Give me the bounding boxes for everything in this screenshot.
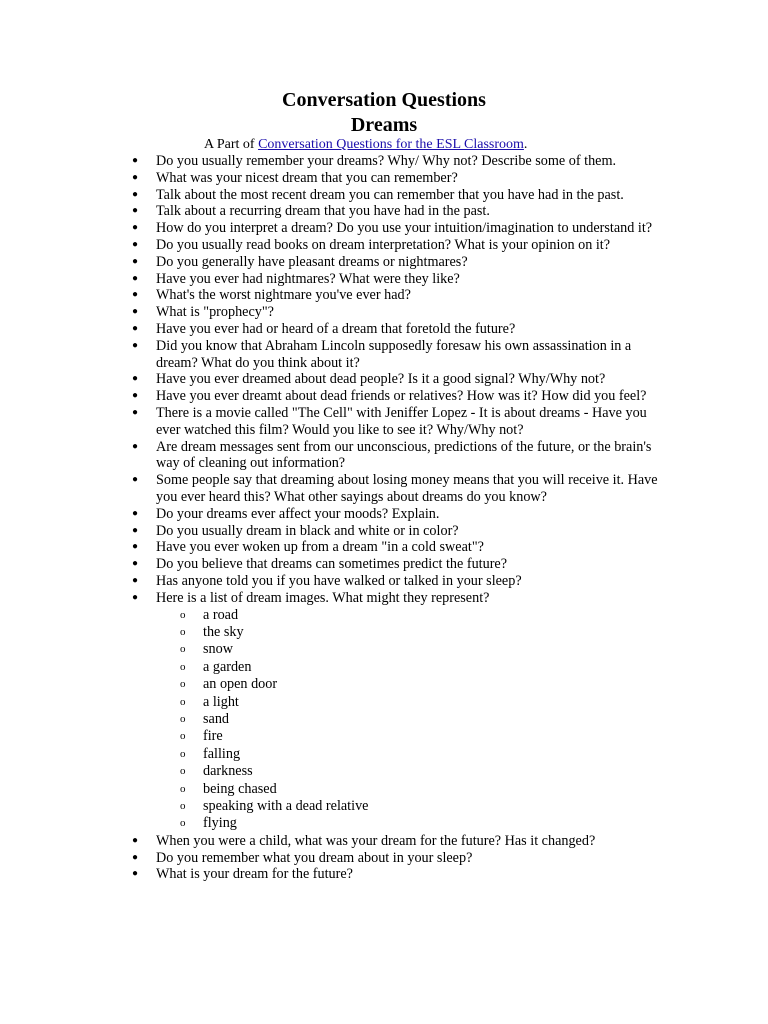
question-item xyxy=(0,338,666,372)
question-item xyxy=(0,220,666,237)
question-text: Do your dreams ever affect your moods? Explain. xyxy=(156,505,440,522)
bullet-icon: ● xyxy=(132,591,139,603)
question-item xyxy=(0,439,666,473)
dream-image-list xyxy=(156,607,666,833)
dream-image-item xyxy=(156,624,666,641)
question-text: Do you remember what you dream about in your sleep? xyxy=(156,849,473,866)
circle-bullet-icon: o xyxy=(180,643,186,656)
bullet-icon: ● xyxy=(132,222,139,234)
circle-bullet-icon: o xyxy=(180,765,186,778)
circle-bullet-icon: o xyxy=(180,782,186,795)
dream-image-text: flying xyxy=(203,815,237,832)
dream-image-text: speaking with a dead relative xyxy=(203,797,369,814)
bullet-icon: ● xyxy=(132,171,139,183)
circle-bullet-icon: o xyxy=(180,730,186,743)
bullet-icon: ● xyxy=(132,406,139,418)
dream-image-text: sand xyxy=(203,710,230,727)
bullet-icon: ● xyxy=(132,507,139,519)
dream-image-text: a garden xyxy=(203,658,252,675)
question-item xyxy=(0,153,666,170)
question-text: Here is a list of dream images. What might they represent? xyxy=(156,589,490,606)
question-item xyxy=(0,321,666,338)
question-text: Have you ever woken up from a dream "in a cold sweat"? xyxy=(156,539,484,556)
circle-bullet-icon: o xyxy=(180,695,186,708)
question-text: Are dream messages sent from our unconscious, predictions of the future, or the brain's way of cleaning out information? xyxy=(156,438,652,472)
question-text: What was your nicest dream that you can remember? xyxy=(156,169,458,186)
bullet-icon: ● xyxy=(132,390,139,402)
intro-line xyxy=(204,136,527,153)
dream-image-text: the sky xyxy=(203,623,244,640)
bullet-icon: ● xyxy=(132,373,139,385)
bullet-icon: ● xyxy=(132,188,139,200)
dream-image-text: darkness xyxy=(203,763,253,780)
question-item xyxy=(0,371,666,388)
dream-image-item xyxy=(156,746,666,763)
dream-image-item xyxy=(156,711,666,728)
question-item xyxy=(0,304,666,321)
question-item xyxy=(0,203,666,220)
page-title: Conversation Questions xyxy=(282,89,486,111)
bullet-icon: ● xyxy=(132,272,139,284)
question-item xyxy=(0,523,666,540)
question-text: What is your dream for the future? xyxy=(156,866,353,883)
bullet-icon: ● xyxy=(132,322,139,334)
dream-image-text: a light xyxy=(203,693,239,710)
question-item xyxy=(0,866,666,883)
bullet-icon: ● xyxy=(132,205,139,217)
bullet-icon: ● xyxy=(132,339,139,351)
dream-image-item xyxy=(156,641,666,658)
intro-prefix: A Part of xyxy=(204,137,259,152)
question-text: Has anyone told you if you have walked or talked in your sleep? xyxy=(156,572,522,589)
question-text: Do you usually dream in black and white or in color? xyxy=(156,522,459,539)
question-text: When you were a child, what was your dream for the future? Has it changed? xyxy=(156,832,596,849)
esl-classroom-link[interactable]: Conversation Questions for the ESL Classroom xyxy=(258,137,524,152)
circle-bullet-icon: o xyxy=(180,660,186,673)
bullet-icon: ● xyxy=(132,155,139,166)
question-text: Have you ever had nightmares? What were they like? xyxy=(156,270,460,287)
bullet-icon: ● xyxy=(132,868,139,880)
bullet-icon: ● xyxy=(132,574,139,586)
circle-bullet-icon: o xyxy=(180,799,186,812)
page-subtitle: Dreams xyxy=(350,114,418,136)
circle-bullet-icon: o xyxy=(180,817,186,830)
question-text: Have you ever had or heard of a dream that foretold the future? xyxy=(156,320,516,337)
question-item xyxy=(0,388,666,405)
question-item xyxy=(0,833,666,850)
question-text: Do you usually read books on dream interpretation? What is your opinion on it? xyxy=(156,236,611,253)
bullet-icon: ● xyxy=(132,238,139,250)
bullet-icon: ● xyxy=(132,524,139,536)
circle-bullet-icon: o xyxy=(180,678,186,691)
question-text: What's the worst nightmare you've ever had? xyxy=(156,287,411,304)
dream-image-text: a road xyxy=(203,606,239,623)
question-text: Do you generally have pleasant dreams or nightmares? xyxy=(156,253,468,270)
dream-image-text: snow xyxy=(203,641,233,658)
question-item xyxy=(0,405,666,439)
question-item xyxy=(0,271,666,288)
intro-suffix: . xyxy=(523,137,528,152)
bullet-icon: ● xyxy=(132,541,139,553)
circle-bullet-icon: o xyxy=(180,747,186,760)
question-text: Talk about a recurring dream that you have had in the past. xyxy=(156,203,490,220)
bullet-icon: ● xyxy=(132,440,139,452)
question-text: How do you interpret a dream? Do you use your intuition/imagination to understand it? xyxy=(156,220,653,237)
question-text: Do you usually remember your dreams? Why/ Why not? Describe some of them. xyxy=(156,153,617,169)
circle-bullet-icon: o xyxy=(180,608,186,621)
question-item xyxy=(0,539,666,556)
question-item xyxy=(0,590,666,833)
question-text: Some people say that dreaming about losing money means that you will receive it. Have you ever heard this? What other sayings about dreams do you know? xyxy=(156,472,658,505)
dream-image-text: falling xyxy=(203,745,241,762)
question-item xyxy=(0,850,666,867)
dream-image-item xyxy=(156,798,666,815)
bullet-icon: ● xyxy=(132,255,139,267)
question-item xyxy=(0,573,666,590)
dream-image-item xyxy=(156,728,666,745)
question-text: Have you ever dreamt about dead friends or relatives? How was it? How did you feel? xyxy=(156,388,647,405)
question-item xyxy=(0,170,666,187)
bullet-icon: ● xyxy=(132,558,139,570)
question-text: Talk about the most recent dream you can remember that you have had in the past. xyxy=(156,186,624,203)
question-item xyxy=(0,287,666,304)
dream-image-text: fire xyxy=(203,728,223,745)
dream-image-item xyxy=(156,607,666,624)
dream-image-item xyxy=(156,815,666,832)
question-item xyxy=(0,472,666,506)
bullet-icon: ● xyxy=(132,289,139,301)
bullet-icon: ● xyxy=(132,834,139,846)
bullet-icon: ● xyxy=(132,474,139,486)
dream-image-item xyxy=(156,659,666,676)
circle-bullet-icon: o xyxy=(180,712,186,725)
question-list xyxy=(0,153,768,883)
dream-image-item xyxy=(156,676,666,693)
question-text: Do you believe that dreams can sometimes predict the future? xyxy=(156,556,508,573)
circle-bullet-icon: o xyxy=(180,625,186,638)
dream-image-item xyxy=(156,763,666,780)
bullet-icon: ● xyxy=(132,851,139,863)
dream-image-item xyxy=(156,781,666,798)
question-item xyxy=(0,237,666,254)
question-text: Did you know that Abraham Lincoln supposedly foresaw his own assassination in a dream? What do you think about it? xyxy=(156,337,632,371)
question-text: Have you ever dreamed about dead people? Is it a good signal? Why/Why not? xyxy=(156,371,606,388)
question-text: There is a movie called "The Cell" with Jeniffer Lopez - It is about dreams - Have you ever watched this film? Would you like to see it? Why/Why not? xyxy=(156,404,647,438)
question-item xyxy=(0,254,666,271)
dream-image-text: an open door xyxy=(203,676,278,693)
dream-image-text: being chased xyxy=(203,780,277,797)
bullet-icon: ● xyxy=(132,306,139,318)
question-item xyxy=(0,506,666,523)
question-item xyxy=(0,556,666,573)
question-text: What is "prophecy"? xyxy=(156,304,274,321)
question-item xyxy=(0,187,666,204)
dream-image-item xyxy=(156,694,666,711)
